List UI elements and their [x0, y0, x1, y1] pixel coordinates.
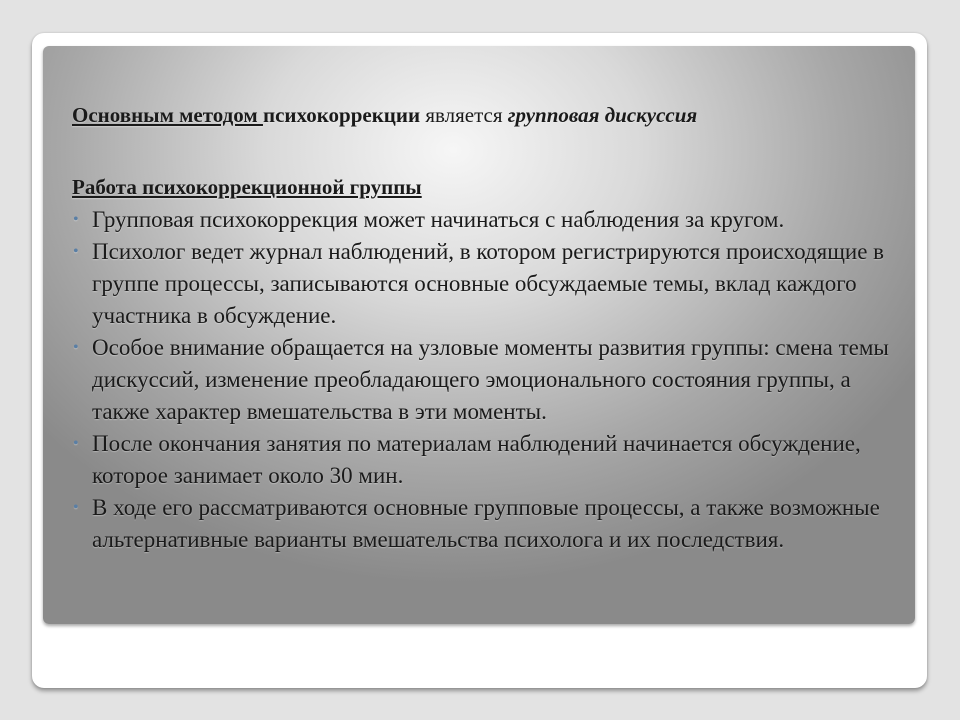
bullet-dot-icon: • [73, 243, 79, 260]
bullet-dot-icon: • [73, 435, 79, 452]
slide-text [72, 100, 892, 556]
bullet-text: В ходе его рассматриваются основные групповые процессы, а также возможные альтернативные варианты вмешательства психолога и их последствия. [92, 495, 880, 552]
intro-line [72, 100, 892, 130]
bullet-text: Групповая психокоррекция может начинаться с наблюдения за кругом. [92, 207, 785, 232]
intro-emphasis: групповая дискуссия [507, 103, 698, 127]
bullet-dot-icon: • [73, 211, 79, 228]
bullet-item [72, 236, 892, 332]
bullet-text: Психолог ведет журнал наблюдений, в котором регистрируются происходящие в группе процессы, записываются основные обсуждаемые темы, вклад каждого участника в обсуждение. [92, 239, 885, 328]
intro-term: психокоррекции [262, 103, 421, 127]
intro-verb: является [420, 103, 508, 127]
bullet-item [72, 204, 892, 236]
bullet-text: Особое внимание обращается на узловые моменты развития группы: смена темы дискуссий, изменение преобладающего эмоционального состояния группы, а также характер вмешательства в эти моменты. [92, 335, 889, 424]
bullet-list [72, 204, 892, 556]
intro-method: Основным методом [72, 103, 263, 127]
bullet-text: После окончания занятия по материалам наблюдений начинается обсуждение, которое занимает около 30 мин. [92, 431, 861, 488]
bullet-item [72, 332, 892, 428]
bullet-item [72, 428, 892, 492]
bullet-item [72, 492, 892, 556]
bullet-dot-icon: • [73, 339, 79, 356]
bullet-dot-icon: • [73, 499, 79, 516]
section-heading: Работа психокоррекционной группы [72, 175, 422, 199]
